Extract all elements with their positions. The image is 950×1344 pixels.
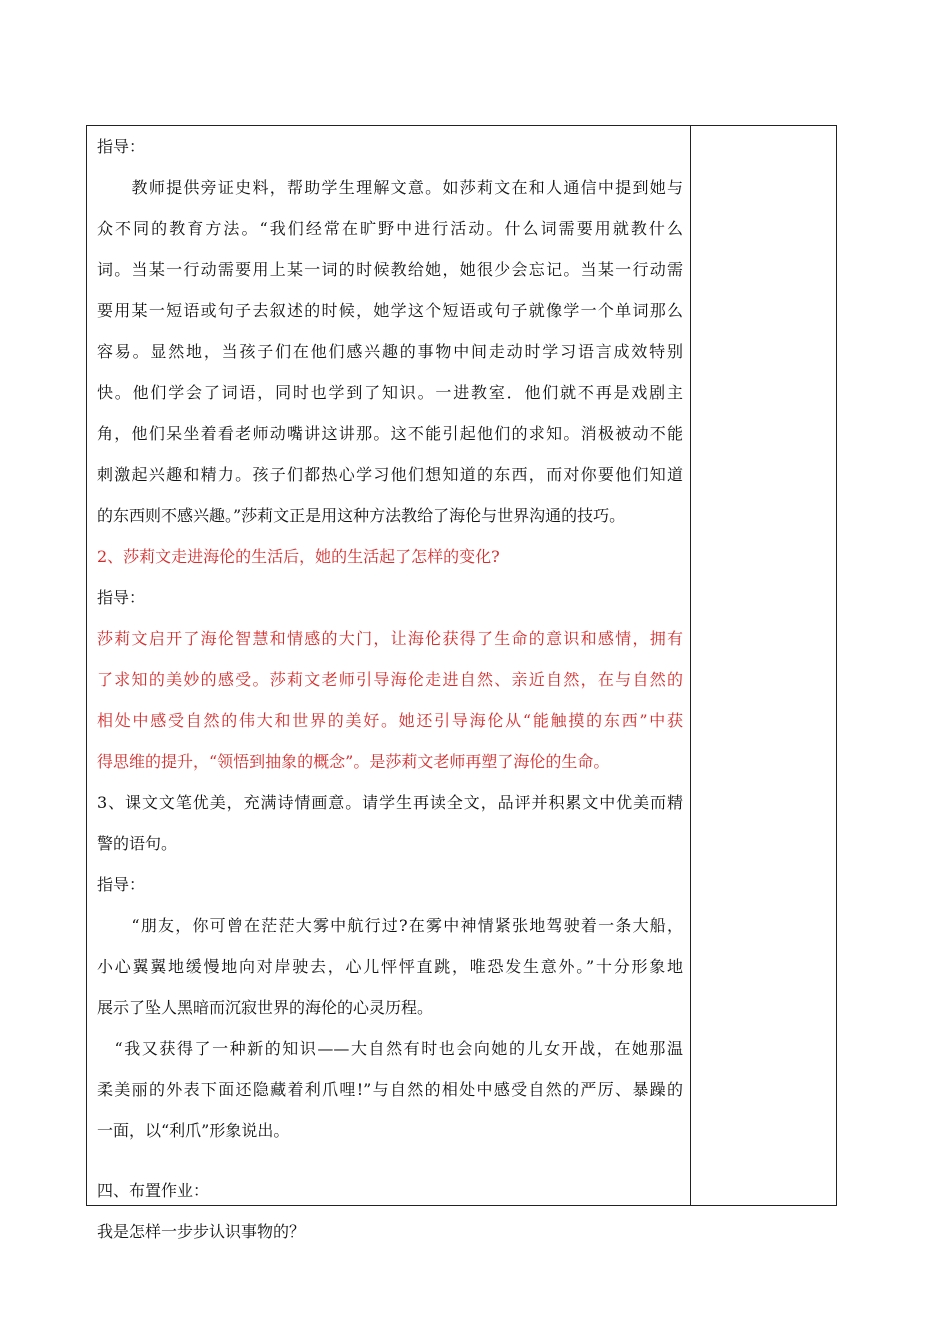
quote-line: 柔美丽的外表下面还隐藏着利爪哩!”与自然的相处中感受自然的严厉、暴躁的 <box>97 1080 683 1099</box>
paragraph-line: 教师提供旁证史料，帮助学生理解文意。如莎莉文在和人通信中提到她与 <box>97 178 683 197</box>
quote-line: 小心翼翼地缓慢地向对岸驶去，心儿怦怦直跳，唯恐发生意外。”十分形象地 <box>97 957 683 976</box>
paragraph-line: 要用某一短语或句子去叙述的时候，她学这个短语或句子就像学一个单词那么 <box>97 301 683 320</box>
paragraph-line: 角，他们呆坐着看老师动嘴讲这讲那。这不能引起他们的求知。消极被动不能 <box>97 424 683 443</box>
answer-line: 相处中感受自然的伟大和世界的美好。她还引导海伦从“能触摸的东西”中获 <box>97 711 683 730</box>
quote-line: “我又获得了一种新的知识——大自然有时也会向她的儿女开战，在她那温 <box>97 1039 683 1058</box>
answer-line: 得思维的提升，“领悟到抽象的概念”。是莎莉文老师再塑了海伦的生命。 <box>97 752 610 771</box>
quote-line: 一面，以“利爪”形象说出。 <box>97 1121 290 1140</box>
answer-line: 莎莉文启开了海伦智慧和情感的大门，让海伦获得了生命的意识和感情，拥有 <box>97 629 683 648</box>
homework-task: 我是怎样一步步认识事物的？ <box>97 1222 306 1241</box>
paragraph-line: 容易。显然地，当孩子们在他们感兴趣的事物中间走动时学习语言成效特别 <box>97 342 683 361</box>
paragraph-line: 的东西则不感兴趣。”莎莉文正是用这种方法教给了海伦与世界沟通的技巧。 <box>97 506 626 525</box>
question-3-line: 警的语句。 <box>97 834 178 853</box>
paragraph-line: 快。他们学会了词语，同时也学到了知识。一进教室．他们就不再是戏剧主 <box>97 383 683 402</box>
paragraph-line: 众不同的教育方法。“我们经常在旷野中进行活动。什么词需要用就教什么 <box>97 219 683 238</box>
homework-heading: 四、布置作业： <box>97 1181 210 1200</box>
guide-label: 指导： <box>97 137 146 156</box>
notes-column <box>691 126 836 1205</box>
content-column <box>97 126 683 1252</box>
paragraph-line: 词。当某一行动需要用上某一词的时候教给她，她很少会忘记。当某一行动需 <box>97 260 683 279</box>
paragraph-line: 刺激起兴趣和精力。孩子们都热心学习他们想知道的东西，而对你要他们知道 <box>97 465 683 484</box>
question-2: 2、莎莉文走进海伦的生活后，她的生活起了怎样的变化? <box>97 547 500 566</box>
quote-line: 展示了坠人黑暗而沉寂世界的海伦的心灵历程。 <box>97 998 434 1017</box>
lesson-table <box>86 125 837 1241</box>
question-3-line: 3、课文文笔优美，充满诗情画意。请学生再读全文，品评并积累文中优美而精 <box>97 793 683 812</box>
guide-label: 指导： <box>97 588 146 607</box>
spacer <box>97 1151 683 1170</box>
answer-line: 了求知的美妙的感受。莎莉文老师引导海伦走进自然、亲近自然，在与自然的 <box>97 670 683 689</box>
quote-line: “朋友，你可曾在茫茫大雾中航行过?在雾中神情紧张地驾驶着一条大船， <box>97 916 683 935</box>
guide-label: 指导： <box>97 875 146 894</box>
